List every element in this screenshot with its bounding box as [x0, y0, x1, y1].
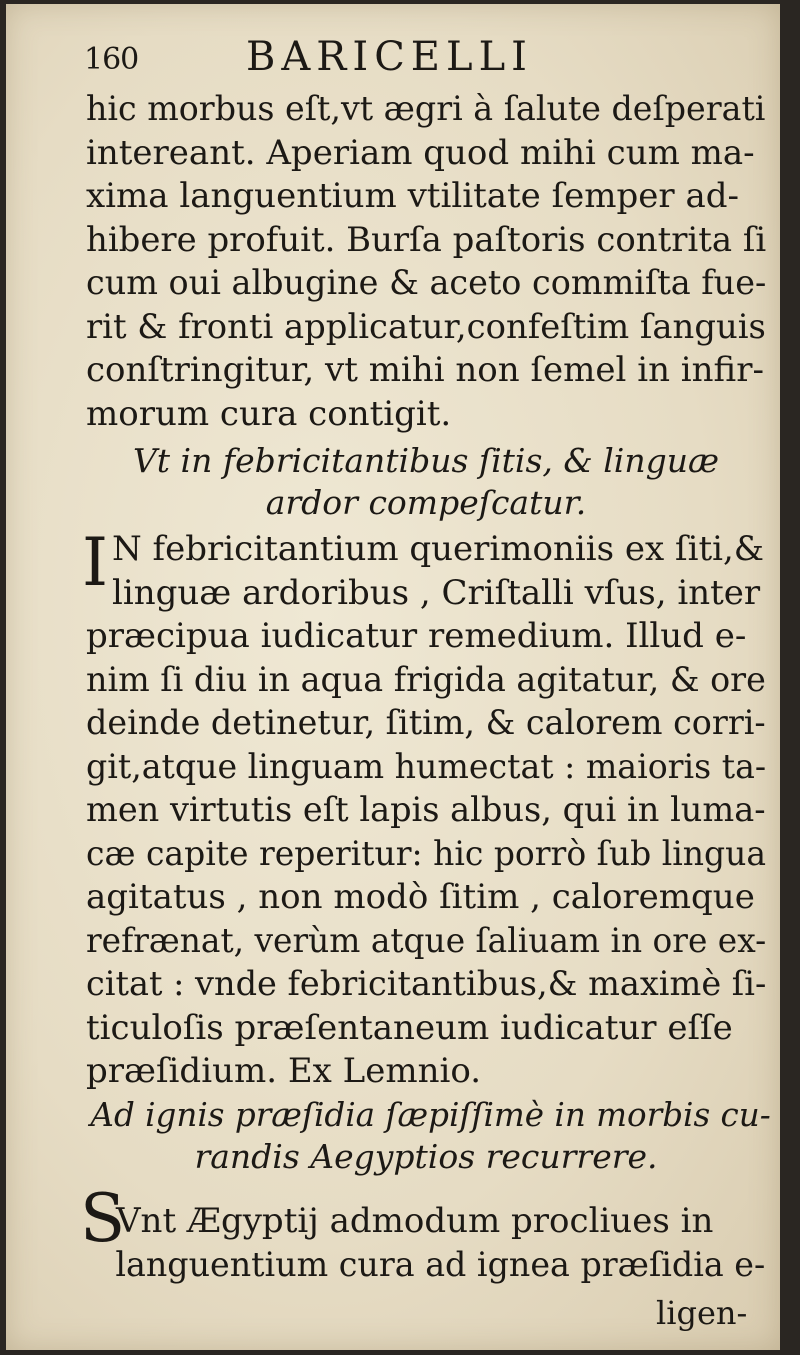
text-line: hibere profuit. Burſa paſtoris contrita ſi — [86, 219, 767, 260]
page-header — [84, 34, 604, 84]
paragraph-1 — [86, 88, 766, 436]
text-line: intereant. Aperiam quod mihi cum ma- — [86, 132, 755, 173]
text-line: refrænat, verùm atque ſaliuam in ore ex- — [86, 920, 767, 961]
paragraph-2 — [86, 528, 766, 1094]
heading-line: ardor compeſcatur. — [265, 483, 587, 522]
text-line: citat : vnde febricitantibus,& maximè ſi- — [86, 964, 767, 1004]
text-line: men virtutis eſt lapis albus, qui in luma- — [86, 790, 766, 830]
text-line: languentium cura ad ignea præſidia e- — [115, 1244, 766, 1285]
text-line: N febricitantium querimoniis ex ſiti,& — [112, 529, 765, 569]
section-heading-1 — [86, 440, 766, 524]
text-line: conſtringitur, vt mihi non ſemel in infir- — [86, 350, 764, 390]
text-line: præſidium. Ex Lemnio. — [86, 1051, 482, 1091]
text-line: git,atque linguam humectat : maioris ta- — [86, 746, 767, 787]
text-line: morum cura contigit. — [86, 393, 452, 434]
text-line: xima languentium vtilitate ſemper ad- — [86, 176, 740, 216]
heading-line: Ad ignis præſidia ſæpiſſimè in morbis cu- — [90, 1095, 771, 1134]
text-line: cum oui albugine & aceto commiſta fue- — [86, 263, 767, 303]
text-line: nim ſi diu in aqua frigida agitatur, & ore — [86, 659, 766, 700]
catchword: ligen- — [656, 1294, 748, 1332]
text-line: deinde detinetur, ſitim, & calorem corri- — [86, 703, 766, 743]
drop-cap: I — [82, 524, 109, 601]
section-heading-2 — [86, 1094, 771, 1178]
text-line: agitatus , non modò ſitim , caloremque — [86, 877, 755, 917]
text-line: rit & fronti applicatur,confeſtim ſanguis — [86, 306, 766, 347]
text-line: ticuloſis præſentaneum iudicatur eſſe — [86, 1007, 733, 1048]
text-line: Vnt Ægyptij admodum procliues in — [116, 1201, 714, 1241]
running-head: BARICELLI — [246, 34, 533, 80]
text-line: linguæ ardoribus , Criſtalli vſus, inter — [112, 572, 761, 613]
drop-cap: S — [80, 1180, 126, 1257]
text-line: cæ capite reperitur: hic porrò ſub lingua — [86, 833, 767, 874]
heading-line: Vt in febricitantibus ſitis, & linguæ — [132, 441, 720, 480]
text-line: hic morbus eſt,vt ægri à ſalute deſperati — [86, 89, 766, 129]
paragraph-3 — [86, 1200, 766, 1287]
heading-line: randis Aegyptios recurrere. — [194, 1137, 658, 1176]
text-line: præcipua iudicatur remedium. Illud e- — [86, 616, 747, 656]
book-page — [6, 4, 780, 1350]
page-number: 160 — [84, 42, 139, 77]
